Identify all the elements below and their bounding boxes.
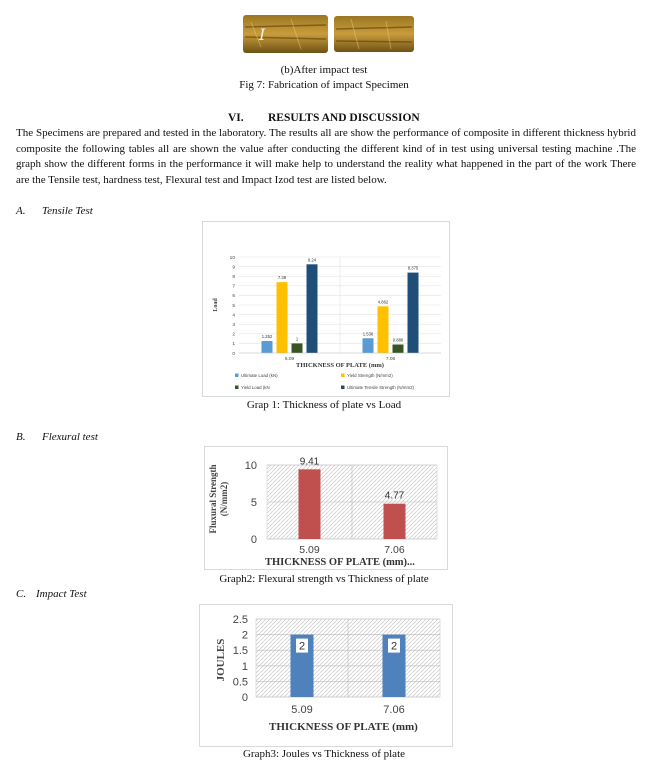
y-tick-label: 10 (244, 460, 257, 472)
x-tick-label: 5.09 (299, 544, 320, 556)
graph3-caption: Graph3: Joules vs Thickness of plate (242, 748, 406, 760)
data-label: 1.536 (362, 331, 374, 337)
y-tick-label: 2.5 (232, 614, 248, 626)
y-axis-label: Load (213, 298, 219, 312)
data-label: 2 (298, 640, 306, 653)
legend-label: Yield Strength (N/mm2) (347, 373, 393, 378)
y-tick-label: 5 (250, 497, 257, 509)
flexural-chart (204, 446, 448, 570)
figure-subcaption: (b)After impact test (280, 64, 368, 76)
y-tick-label: 0 (250, 534, 257, 546)
legend-label: Yield Load (kN (241, 385, 270, 390)
legend-swatch (341, 374, 345, 378)
y-tick-label: 1.5 (232, 645, 248, 658)
x-tick-label: 5.09 (284, 357, 295, 362)
data-label: 4.862 (377, 299, 389, 305)
y-tick-label: 2 (232, 332, 235, 338)
y-tick-label: 1 (232, 342, 235, 348)
y-tick-label: 8 (232, 275, 235, 280)
y-tick-label: 10 (229, 255, 235, 261)
legend-label: Ultimate Load (kN) (241, 373, 278, 378)
data-label: 0.886 (392, 337, 404, 343)
y-tick-label: 0 (232, 351, 235, 357)
subsection-c-title: Impact Test (36, 588, 87, 600)
section-number: VI. (228, 112, 244, 124)
legend-swatch (235, 374, 239, 378)
subsection-b-letter: B. (16, 431, 26, 443)
bar (307, 264, 318, 353)
graph2-caption: Graph2: Flexural strength vs Thickness of plate (219, 573, 429, 585)
legend-label: Ultimate Tensile Strength (N/mm2) (347, 385, 415, 390)
bar (277, 282, 288, 353)
y-tick-label: 7 (232, 284, 235, 290)
data-label: 9.24 (307, 257, 317, 263)
x-axis-label: THICKNESS OF PLATE (mm) (296, 362, 384, 369)
flexural-chart-svg (205, 447, 447, 569)
data-label: 9.41 (299, 456, 320, 468)
bar (378, 306, 389, 353)
subsection-a-title: Tensile Test (42, 205, 93, 217)
data-label: 1.252 (261, 333, 273, 339)
data-label: 2 (390, 640, 398, 653)
y-tick-label: 6 (232, 294, 235, 300)
y-tick-label: 2 (241, 629, 248, 642)
y-axis-label-line1: Fluxural Strength (208, 464, 218, 534)
data-label: 1 (295, 336, 299, 342)
bar (393, 344, 404, 353)
subsection-b-title: Flexural test (42, 431, 98, 443)
y-tick-label: 1 (241, 660, 248, 673)
y-tick-label: 4 (232, 313, 235, 319)
bar (292, 343, 303, 353)
subsection-a-letter: A. (16, 205, 26, 217)
x-tick-label: 5.09 (291, 704, 313, 716)
x-tick-label: 7.06 (383, 704, 405, 716)
bar (384, 504, 406, 539)
x-axis-label: THICKNESS OF PLATE (mm)... (265, 557, 415, 568)
bar (262, 341, 273, 353)
legend-swatch (235, 386, 239, 390)
y-axis-label: JOULES (215, 638, 227, 682)
section-title: RESULTS AND DISCUSSION (268, 112, 420, 124)
data-label: 4.77 (384, 490, 405, 502)
x-axis-label: THICKNESS OF PLATE (mm) (269, 721, 418, 733)
y-tick-label: 0 (241, 692, 248, 704)
x-tick-label: 7.06 (384, 544, 405, 556)
subsection-c-letter: C. (16, 588, 27, 600)
impact-chart (199, 604, 453, 747)
data-label: 8.375 (407, 265, 419, 271)
y-tick-label: 3 (232, 323, 235, 328)
specimen-label: I (259, 25, 266, 44)
bar (408, 273, 419, 353)
impact-chart-svg (200, 605, 452, 746)
y-tick-label: 5 (232, 303, 235, 309)
tensile-chart (202, 221, 450, 397)
graph1-caption: Grap 1: Thickness of plate vs Load (246, 399, 402, 411)
body-paragraph: The Specimens are prepared and tested in the laboratory. The results all are show the performance of composite in different thickness hybrid composite the following tables all are shown the value after conducting the different kind of in test using universal testing machine .The graph show the different forms in the performance it will make help to understand the reality what happened in the part of the work There are the Tensile test, hardness test, Flexural test and Impact Izod test are listed below. (16, 127, 636, 186)
bar (363, 338, 374, 353)
y-tick-label: 0.5 (232, 676, 248, 689)
x-tick-label: 7.06 (385, 357, 396, 362)
data-label: 7.38 (277, 275, 287, 281)
bar (299, 469, 321, 539)
figure-caption: Fig 7: Fabrication of impact Specimen (239, 79, 409, 91)
tensile-chart-svg (203, 222, 449, 396)
legend-swatch (341, 386, 345, 390)
y-axis-label-line2: (N/mm2) (219, 481, 229, 517)
y-tick-label: 9 (232, 265, 235, 271)
specimen-photo (231, 7, 421, 62)
